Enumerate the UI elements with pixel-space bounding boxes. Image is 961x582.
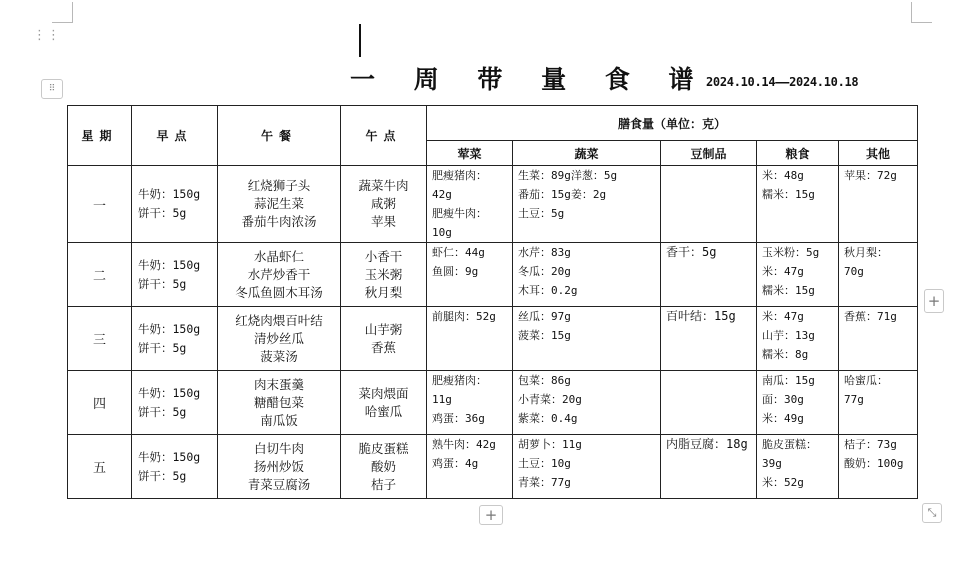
- snack-cell[interactable]: [341, 307, 427, 371]
- lunch-line: 青菜豆腐汤: [247, 476, 311, 492]
- grain-line: 玉米粉：5g: [762, 246, 820, 259]
- snack-line: 香蕉: [370, 339, 396, 355]
- vegetable-line: 冬瓜：20g: [518, 265, 571, 278]
- page-corner-mark-right: [911, 2, 932, 23]
- vegetable-line: 番茄：15g姜：2g: [518, 188, 607, 201]
- menu-table: [67, 105, 918, 499]
- vegetable-cell[interactable]: [513, 435, 661, 499]
- grain-line: 米：48g: [762, 169, 804, 182]
- soy-cell[interactable]: [661, 307, 757, 371]
- lunch-cell[interactable]: [218, 371, 341, 435]
- other-line: 70g: [844, 265, 864, 278]
- header-other[interactable]: 其他: [839, 141, 918, 166]
- grain-line: 米：49g: [762, 412, 804, 425]
- breakfast-cell[interactable]: [132, 435, 218, 499]
- grain-line: 糯米：8g: [762, 348, 809, 361]
- meat-line: 11g: [432, 393, 452, 406]
- vegetable-line: 青菜：77g: [518, 476, 571, 489]
- grain-line: 39g: [762, 457, 782, 470]
- grain-line: 米：47g: [762, 265, 804, 278]
- other-line: 秋月梨：: [844, 246, 888, 259]
- vegetable-cell[interactable]: [513, 371, 661, 435]
- snack-line: 蔬菜牛肉: [358, 178, 409, 193]
- page-title: 一 周 带 量 食 谱: [350, 65, 709, 94]
- other-cell[interactable]: [839, 307, 918, 371]
- grain-cell[interactable]: [757, 243, 839, 307]
- lunch-line: 红烧狮子头: [247, 178, 311, 193]
- grain-line: 面：30g: [762, 393, 804, 406]
- snack-line: 桔子: [370, 476, 396, 492]
- vegetable-line: 紫菜：0.4g: [518, 412, 578, 425]
- soy-cell[interactable]: [661, 166, 757, 243]
- lunch-line: 红烧肉煨百叶结: [235, 312, 323, 328]
- breakfast-line: 牛奶：150g: [138, 321, 201, 336]
- vegetable-line: 包菜：86g: [518, 374, 571, 387]
- soy-cell[interactable]: [661, 435, 757, 499]
- meat-line: 10g: [432, 226, 452, 239]
- vegetable-line: 胡萝卜：11g: [518, 438, 582, 451]
- snack-line: 脆皮蛋糕: [358, 440, 409, 456]
- header-grain[interactable]: 粮食: [757, 141, 839, 166]
- snack-line: 玉米粥: [364, 266, 403, 282]
- soy-cell[interactable]: [661, 371, 757, 435]
- lunch-line: 扬州炒饭: [253, 458, 304, 474]
- header-breakfast[interactable]: 早点: [132, 106, 218, 166]
- snack-line: 山芋粥: [364, 321, 403, 337]
- breakfast-cell[interactable]: [132, 307, 218, 371]
- breakfast-cell[interactable]: [132, 166, 218, 243]
- weekday-cell[interactable]: 四: [68, 371, 132, 435]
- breakfast-line: 牛奶：150g: [138, 187, 201, 201]
- lunch-cell[interactable]: [218, 307, 341, 371]
- breakfast-line: 牛奶：150g: [138, 257, 201, 272]
- lunch-line: 肉末蛋羹: [253, 376, 304, 392]
- breakfast-line: 饼干：5g: [138, 340, 187, 355]
- grain-cell[interactable]: [757, 166, 839, 243]
- weekday-cell[interactable]: 二: [68, 243, 132, 307]
- weekday-cell[interactable]: 三: [68, 307, 132, 371]
- meat-line: 前腿肉：52g: [432, 310, 496, 323]
- grain-line: 山芋：13g: [762, 329, 815, 342]
- other-line: 桔子：73g: [844, 438, 897, 451]
- table-row: [68, 435, 918, 499]
- meat-line: 熟牛肉：42g: [432, 438, 496, 451]
- table-row: [68, 307, 918, 371]
- grain-cell[interactable]: [757, 371, 839, 435]
- lunch-line: 冬瓜鱼圆木耳汤: [235, 284, 323, 300]
- breakfast-line: 牛奶：150g: [138, 385, 201, 400]
- table-row: [68, 243, 918, 307]
- meat-cell[interactable]: [427, 166, 513, 243]
- header-intake[interactable]: 膳食量（单位：克）: [427, 106, 918, 141]
- meat-line: 虾仁：44g: [432, 246, 485, 259]
- table-resize-icon[interactable]: ⤡: [922, 503, 942, 523]
- header-vegetable[interactable]: 蔬菜: [513, 141, 661, 166]
- lunch-line: 南瓜饭: [260, 412, 298, 428]
- vegetable-cell[interactable]: [513, 307, 661, 371]
- lunch-line: 糖醋包菜: [253, 394, 304, 410]
- meat-line: 肥瘦猪肉：: [432, 169, 487, 182]
- soy-line: 内脂豆腐：18g: [666, 437, 748, 451]
- meat-cell[interactable]: [427, 307, 513, 371]
- meat-line: 鱼圆：9g: [432, 265, 479, 278]
- header-meat[interactable]: 荤菜: [427, 141, 513, 166]
- meat-line: 肥瘦猪肉：: [432, 374, 487, 387]
- vegetable-line: 丝瓜：97g: [518, 310, 571, 323]
- other-line: 77g: [844, 393, 864, 406]
- other-line: 哈蜜瓜：: [844, 374, 888, 387]
- vegetable-line: 水芹：83g: [518, 246, 571, 259]
- grain-line: 南瓜：15g: [762, 374, 815, 387]
- other-cell[interactable]: [839, 435, 918, 499]
- breakfast-line: 饼干：5g: [138, 404, 187, 419]
- meat-line: 肥瘦牛肉：: [432, 207, 487, 220]
- meat-line: 鸡蛋：36g: [432, 412, 485, 425]
- vegetable-line: 菠菜：15g: [518, 329, 571, 342]
- other-cell[interactable]: [839, 371, 918, 435]
- meat-cell[interactable]: [427, 243, 513, 307]
- breakfast-line: 饼干：5g: [138, 276, 187, 291]
- grain-line: 糯米：15g: [762, 284, 815, 297]
- meat-line: 42g: [432, 188, 452, 201]
- grain-cell[interactable]: [757, 435, 839, 499]
- lunch-cell[interactable]: [218, 166, 341, 243]
- vegetable-line: 生菜：89g洋葱：5g: [518, 169, 618, 182]
- lunch-line: 白切牛肉: [253, 440, 304, 456]
- grain-line: 脆皮蛋糕：: [762, 438, 817, 451]
- lunch-line: 清炒丝瓜: [253, 330, 304, 346]
- soy-line: 香干：5g: [666, 245, 717, 259]
- vegetable-line: 土豆：10g: [518, 457, 571, 470]
- other-line: 香蕉：71g: [844, 310, 897, 323]
- page-corner-mark-left: [52, 2, 73, 23]
- meat-cell[interactable]: [427, 371, 513, 435]
- weekday-cell[interactable]: 一: [68, 166, 132, 243]
- other-cell[interactable]: [839, 166, 918, 243]
- drag-handle-icon[interactable]: ⋮⋮: [33, 28, 61, 43]
- breakfast-cell[interactable]: [132, 371, 218, 435]
- snack-cell[interactable]: [341, 371, 427, 435]
- grain-line: 米：47g: [762, 310, 804, 323]
- header-weekday[interactable]: 星期: [68, 106, 132, 166]
- other-line: 苹果：72g: [844, 169, 897, 182]
- grain-line: 糯米：15g: [762, 188, 815, 201]
- table-row: [68, 166, 918, 243]
- meat-line: 鸡蛋：4g: [432, 457, 479, 470]
- lunch-line: 番茄牛肉浓汤: [241, 214, 317, 229]
- vegetable-cell[interactable]: [513, 166, 661, 243]
- text-cursor: [359, 24, 361, 57]
- snack-cell[interactable]: [341, 243, 427, 307]
- soy-line: 百叶结：15g: [666, 309, 736, 323]
- snack-line: 菜肉煨面: [358, 385, 409, 401]
- table-row: [68, 371, 918, 435]
- header-soy[interactable]: 豆制品: [661, 141, 757, 166]
- vegetable-line: 小青菜：20g: [518, 393, 582, 406]
- soy-cell[interactable]: [661, 243, 757, 307]
- snack-line: 哈蜜瓜: [364, 403, 403, 419]
- breakfast-line: 饼干：5g: [138, 468, 187, 483]
- snack-line: 小香干: [364, 248, 403, 264]
- meat-cell[interactable]: [427, 435, 513, 499]
- add-row-button[interactable]: +: [479, 505, 503, 525]
- snack-cell[interactable]: [341, 435, 427, 499]
- snack-line: 咸粥: [370, 196, 396, 211]
- add-column-button[interactable]: +: [924, 289, 944, 313]
- lunch-cell[interactable]: [218, 243, 341, 307]
- vegetable-line: 木耳：0.2g: [518, 284, 578, 297]
- other-cell[interactable]: [839, 243, 918, 307]
- grain-cell[interactable]: [757, 307, 839, 371]
- lunch-line: 蒜泥生菜: [253, 196, 304, 211]
- snack-line: 秋月梨: [364, 284, 403, 300]
- header-lunch[interactable]: 午餐: [218, 106, 341, 166]
- breakfast-cell[interactable]: [132, 243, 218, 307]
- snack-line: 苹果: [370, 214, 396, 229]
- lunch-line: 水芹炒香干: [247, 266, 311, 282]
- grain-line: 米：52g: [762, 476, 804, 489]
- lunch-line: 水晶虾仁: [253, 248, 304, 264]
- other-line: 酸奶：100g: [844, 457, 904, 470]
- vegetable-cell[interactable]: [513, 243, 661, 307]
- table-move-handle-icon[interactable]: ⠿: [41, 79, 63, 99]
- breakfast-line: 饼干：5g: [138, 206, 187, 220]
- date-range: 2024.10.14——2024.10.18: [706, 75, 859, 89]
- breakfast-line: 牛奶：150g: [138, 449, 201, 464]
- snack-line: 酸奶: [370, 458, 396, 474]
- snack-cell[interactable]: [341, 166, 427, 243]
- lunch-line: 菠菜汤: [260, 348, 298, 364]
- weekday-cell[interactable]: 五: [68, 435, 132, 499]
- vegetable-line: 土豆：5g: [518, 207, 565, 220]
- lunch-cell[interactable]: [218, 435, 341, 499]
- header-snack[interactable]: 午点: [341, 106, 427, 166]
